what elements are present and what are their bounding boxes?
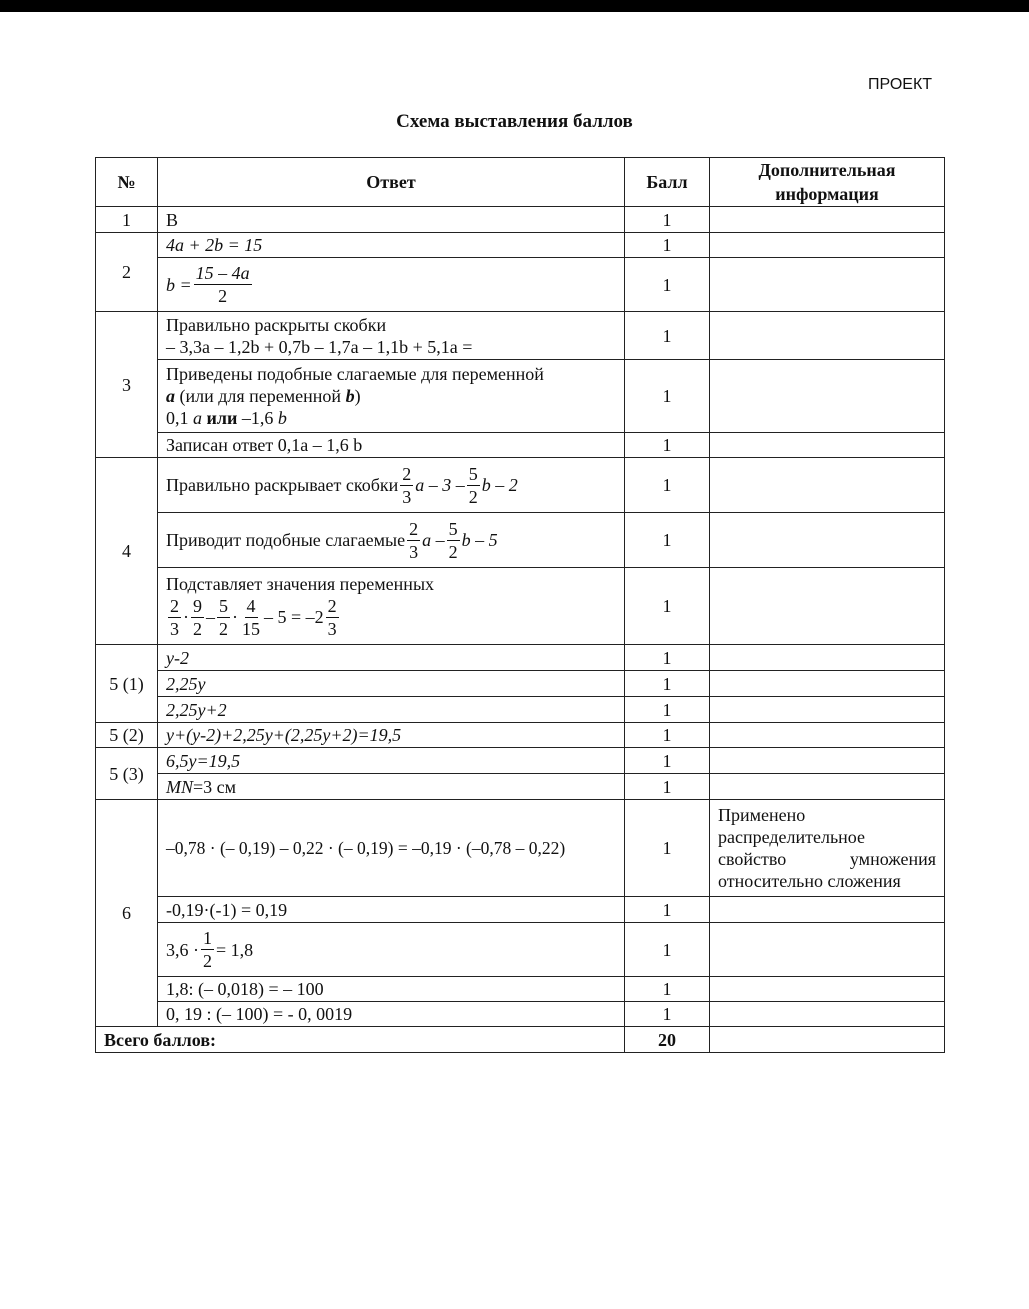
table-row [96, 923, 945, 977]
answer-cell [158, 258, 625, 312]
fraction: $\frac{5}{2}$ [219, 595, 228, 639]
answer-cell: 2,25y+2 [158, 697, 625, 723]
info-cell [710, 1002, 945, 1027]
formula-part: a – [422, 530, 445, 550]
answer-cell: 3,6 · $\frac{1}{2}$ = 1,8 [158, 923, 625, 977]
score-cell: 1 [625, 513, 710, 568]
page-title: Схема выставления баллов [396, 111, 633, 132]
fraction: $\frac{2}{3}$ [409, 518, 419, 562]
answer-cell: Подставляет значения переменных $\frac{2}{3}$ · $\frac{9}{2}$ – $\frac{5}{2}$ · $\frac{4}{15}$ – 5 = –2 $\frac{2}{3}$ [158, 568, 625, 645]
answer-cell: 0, 19 : (– 100) = - 0, 0019 [158, 1002, 625, 1027]
table-row [96, 433, 945, 458]
header-info [710, 158, 945, 207]
answer-cell: Записан ответ 0,1a – 1,6 b [158, 433, 625, 458]
table-row [96, 697, 945, 723]
score-cell: 1 [625, 433, 710, 458]
table-row [96, 258, 945, 312]
task-number: 5 (2) [96, 723, 158, 748]
table-row [96, 723, 945, 748]
table-row [96, 207, 945, 233]
table-row [96, 568, 945, 645]
fraction: $\frac{5}{2}$ [448, 518, 458, 562]
score-cell: 1 [625, 897, 710, 923]
task-number: 6 [96, 800, 158, 1027]
task-number: 5 (3) [96, 748, 158, 800]
answer-line: a (или для переменной b) [166, 386, 361, 406]
table-row [96, 458, 945, 513]
info-cell [710, 697, 945, 723]
answer-text: Правильно раскрывает скобки [166, 475, 399, 495]
answer-line: 0,1 a или –1,6 b [166, 408, 287, 428]
answer-cell: –0,78 · (– 0,19) – 0,22 · (– 0,19) = –0,19 · (–0,78 – 0,22) [158, 800, 625, 897]
table-row [96, 774, 945, 800]
scoring-table [95, 157, 945, 1053]
table-row [96, 513, 945, 568]
info-cell [710, 458, 945, 513]
task-number: 5 (1) [96, 645, 158, 723]
fraction-numerator: 15 – 4a [195, 263, 250, 283]
table-row [96, 748, 945, 774]
score-cell: 1 [625, 923, 710, 977]
total-label: Всего баллов: [96, 1027, 625, 1053]
score-cell: 1 [625, 312, 710, 360]
total-row [96, 1027, 945, 1053]
answer-cell [158, 360, 625, 433]
fraction: $\frac{2}{3}$ [170, 595, 179, 639]
answer-cell: В [158, 207, 625, 233]
answer-text: Подставляет значения переменных [166, 573, 435, 594]
score-cell: 1 [625, 697, 710, 723]
info-line: относительно сложения [718, 871, 901, 891]
header-info-line2: информация [775, 184, 879, 204]
info-cell [710, 723, 945, 748]
answer-line: Приведены подобные слагаемые для переменной [166, 364, 544, 384]
task-number: 4 [96, 458, 158, 645]
header-number: № [96, 158, 158, 207]
info-cell [710, 258, 945, 312]
score-cell: 1 [625, 748, 710, 774]
info-cell [710, 233, 945, 258]
answer-cell: 6,5y=19,5 [158, 748, 625, 774]
answer-cell: y+(y-2)+2,25y+(2,25y+2)=19,5 [158, 723, 625, 748]
task-number: 2 [96, 233, 158, 312]
score-cell: 1 [625, 977, 710, 1002]
formula-lhs: b = [166, 274, 192, 295]
score-cell: 1 [625, 360, 710, 433]
fraction: $\frac{5}{2}$ [468, 463, 478, 507]
table-row [96, 233, 945, 258]
info-cell [710, 671, 945, 697]
info-cell [710, 923, 945, 977]
table-row [96, 645, 945, 671]
answer-cell: 2,25y [158, 671, 625, 697]
fraction [194, 262, 252, 307]
info-cell [710, 207, 945, 233]
score-cell: 1 [625, 458, 710, 513]
fraction: $\frac{2}{3}$ [327, 595, 337, 639]
score-cell: 1 [625, 800, 710, 897]
answer-text: Приводит подобные слагаемые [166, 530, 406, 550]
info-cell [710, 568, 945, 645]
info-line: распределительное [718, 827, 866, 847]
fraction: $\frac{1}{2}$ [203, 928, 212, 971]
table-row [96, 312, 945, 360]
info-cell [710, 433, 945, 458]
answer-cell: 4a + 2b = 15 [158, 233, 625, 258]
header-row [96, 158, 945, 207]
score-cell: 1 [625, 258, 710, 312]
score-cell: 1 [625, 568, 710, 645]
task-number: 1 [96, 207, 158, 233]
info-cell [710, 748, 945, 774]
table-row [96, 800, 945, 897]
score-cell: 1 [625, 774, 710, 800]
score-cell: 1 [625, 671, 710, 697]
score-cell: 1 [625, 645, 710, 671]
score-cell: 1 [625, 207, 710, 233]
table-row [96, 671, 945, 697]
fraction-denominator: 2 [218, 286, 228, 306]
answer-cell: y-2 [158, 645, 625, 671]
answer-cell [158, 312, 625, 360]
fraction: $\frac{9}{2}$ [193, 595, 202, 639]
info-cell [710, 513, 945, 568]
info-cell [710, 774, 945, 800]
header-answer: Ответ [158, 158, 625, 207]
info-cell [710, 645, 945, 671]
task-number: 3 [96, 312, 158, 458]
answer-line: Правильно раскрыты скобки [166, 314, 387, 335]
project-label: ПРОЕКТ [868, 76, 933, 93]
info-cell [710, 897, 945, 923]
fraction: $\frac{2}{3}$ [402, 463, 412, 507]
info-line: Применено [718, 805, 806, 825]
formula-part: a – 3 – [415, 475, 465, 495]
answer-cell: -0,19·(-1) = 0,19 [158, 897, 625, 923]
score-cell: 1 [625, 1002, 710, 1027]
formula-part: – 5 = –2 [264, 607, 324, 627]
answer-formula: – 3,3a – 1,2b + 0,7b – 1,7a – 1,1b + 5,1a = [166, 336, 473, 357]
table-row [96, 977, 945, 1002]
formula-part: b – 5 [461, 530, 498, 550]
top-black-bar [0, 0, 1029, 12]
answer-cell [158, 513, 625, 568]
info-cell [710, 800, 945, 897]
table-row [96, 360, 945, 433]
info-line: свойство умножения [718, 849, 936, 869]
score-cell: 1 [625, 233, 710, 258]
table-row [96, 1002, 945, 1027]
formula-part: b – 2 [481, 475, 518, 495]
table-row [96, 897, 945, 923]
header-score: Балл [625, 158, 710, 207]
answer-cell [158, 458, 625, 513]
info-cell [710, 977, 945, 1002]
fraction: $\frac{4}{15}$ [242, 595, 260, 639]
score-cell: 1 [625, 723, 710, 748]
answer-cell: 1,8: (– 0,018) = – 100 [158, 977, 625, 1002]
info-cell [710, 1027, 945, 1053]
info-cell [710, 312, 945, 360]
total-score: 20 [625, 1027, 710, 1053]
info-cell [710, 360, 945, 433]
header-info-line1: Дополнительная [758, 160, 896, 180]
answer-cell: MN=3 см [158, 774, 625, 800]
